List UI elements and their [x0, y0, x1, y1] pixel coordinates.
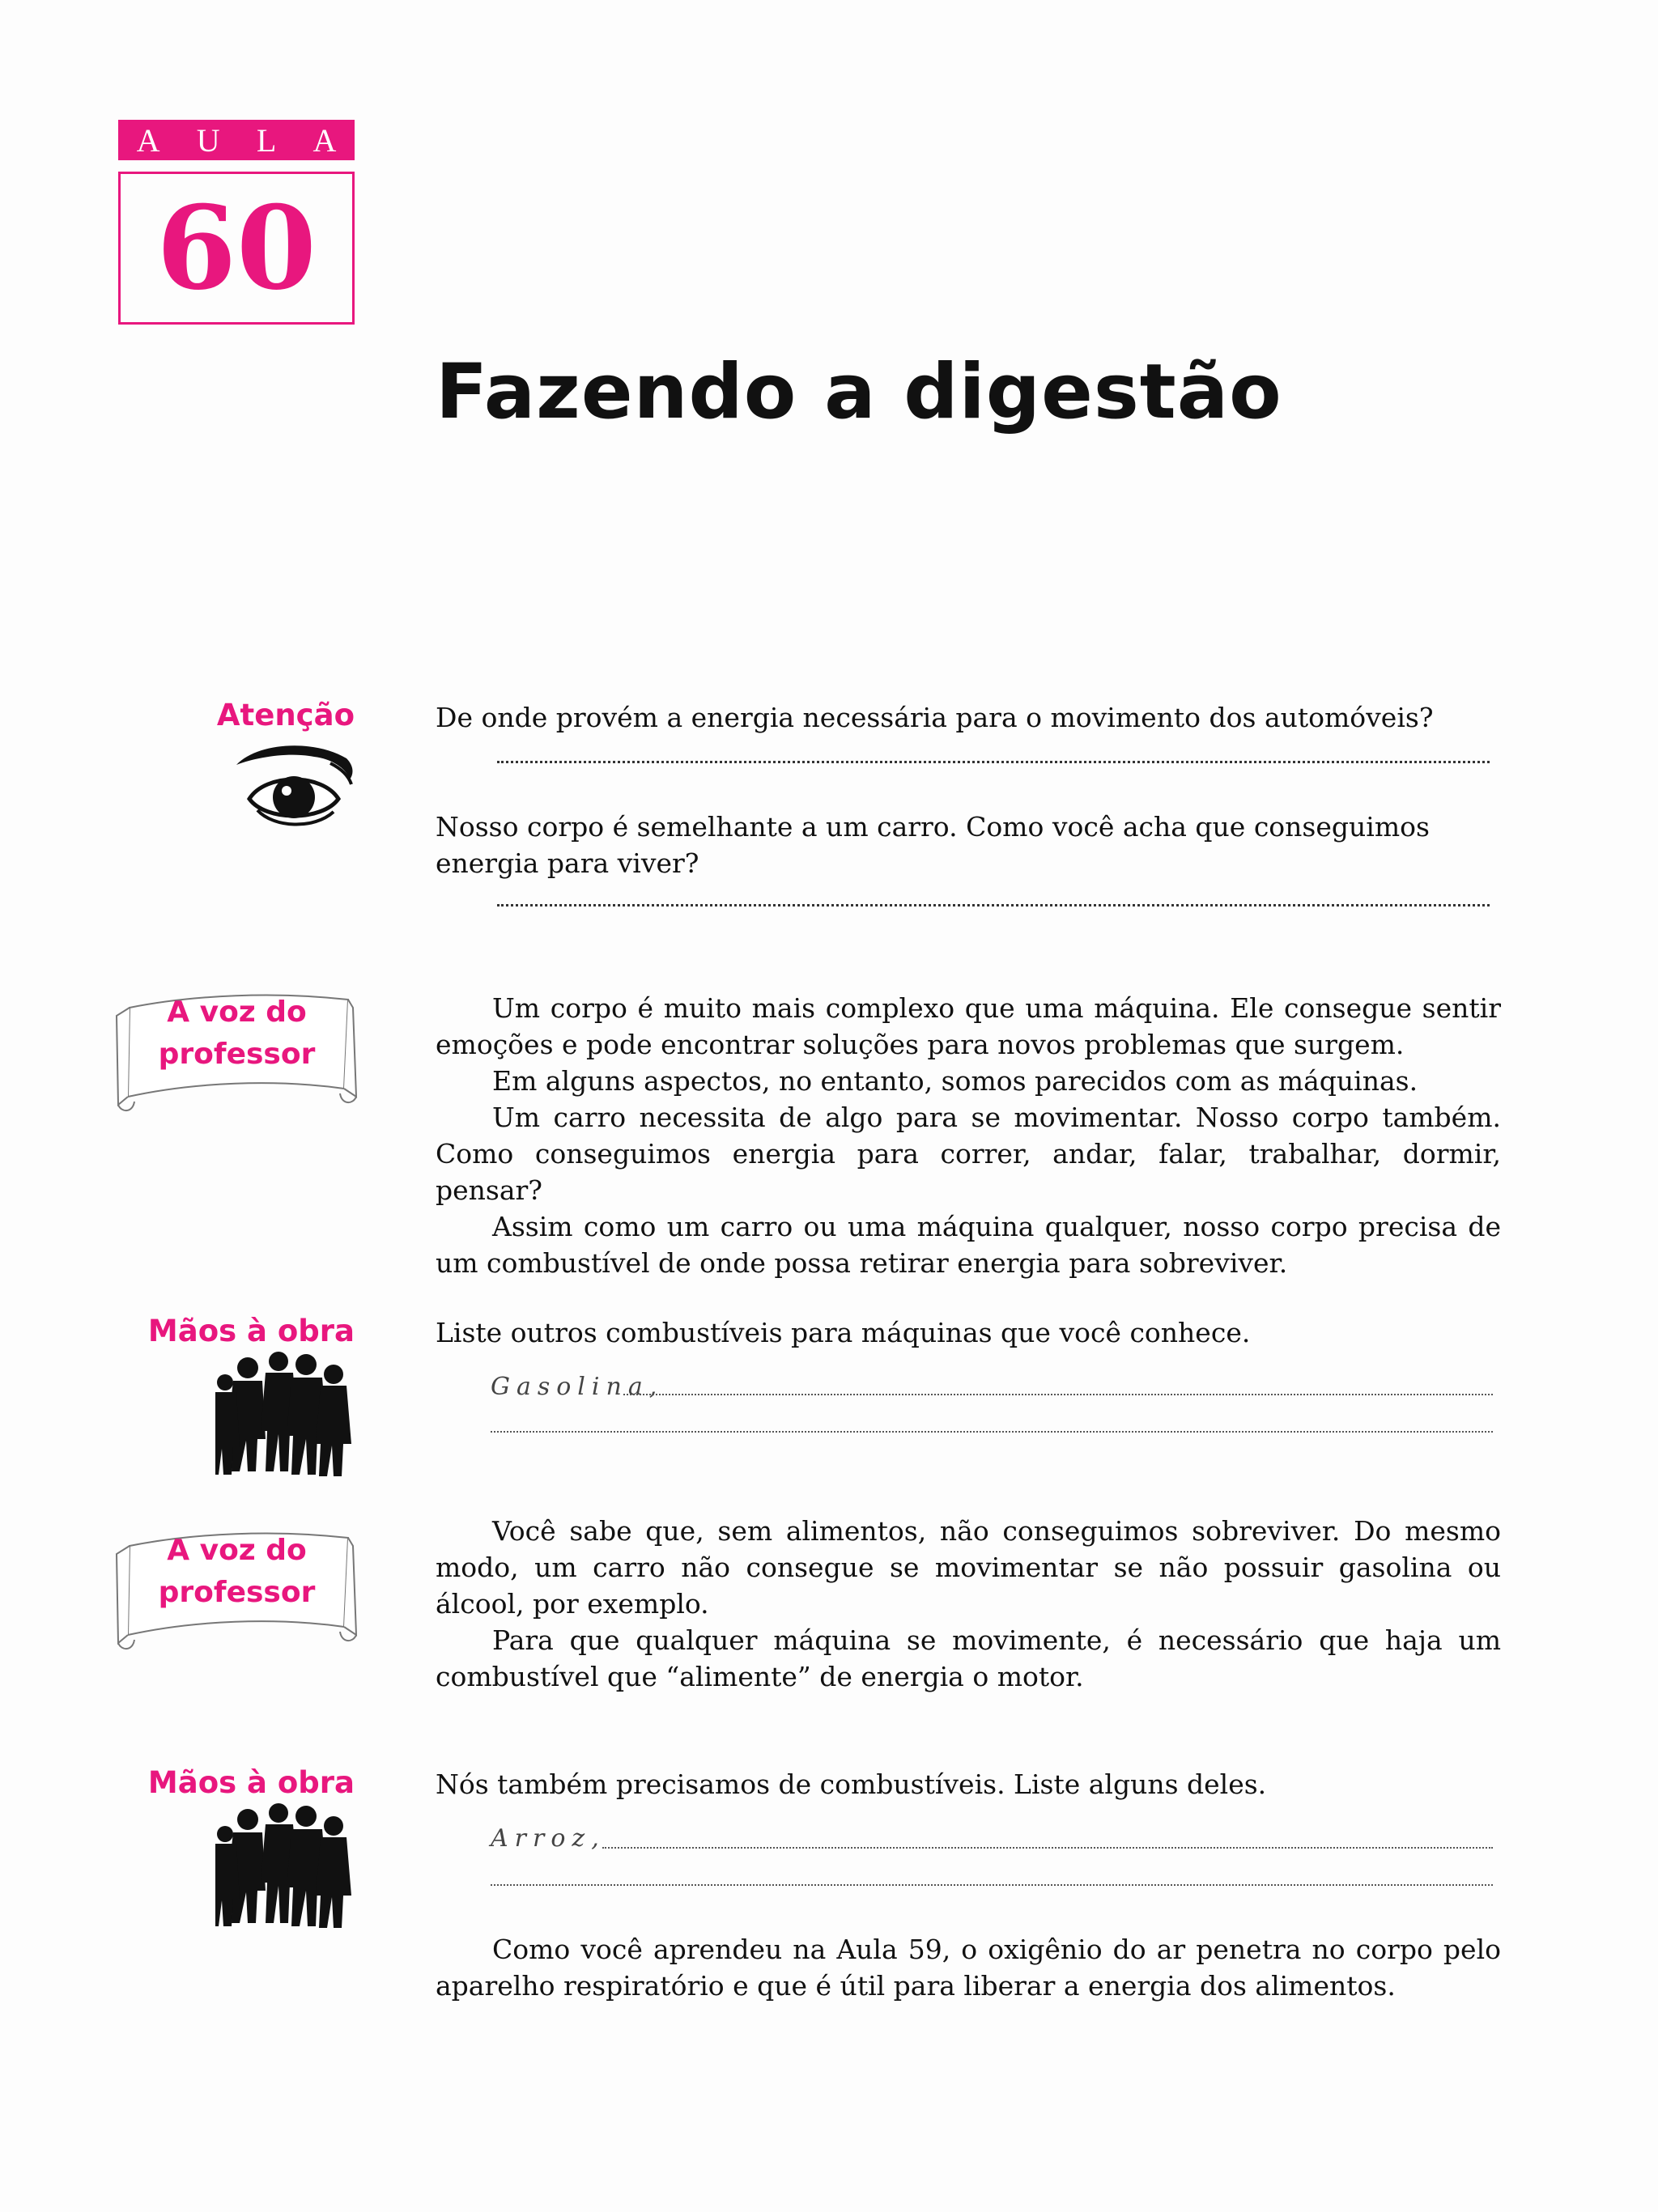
- paragraph: Assim como um carro ou uma máquina qualquer, nosso corpo precisa de um combustível de onde possa retirar energia para sobreviver.: [436, 1211, 1501, 1279]
- aula-letter: A: [136, 121, 160, 159]
- group-people-icon: [215, 1802, 353, 1931]
- answer-line[interactable]: [623, 1394, 1493, 1395]
- banner-line: professor: [158, 1576, 316, 1609]
- handwritten-answer: Gasolina,: [491, 1373, 664, 1401]
- paragraph: Em alguns aspectos, no entanto, somos parecidos com as máquinas.: [492, 1065, 1418, 1097]
- banner-line: professor: [158, 1038, 316, 1071]
- eye-icon: [233, 741, 356, 838]
- paragraph: Para que qualquer máquina se movimente, é necessário que haja um combustível que “alimente” de energia o motor.: [436, 1624, 1501, 1692]
- answer-line[interactable]: [497, 761, 1490, 763]
- paragraph: Um carro necessita de algo para se movimentar. Nosso corpo também. Como conseguimos energia para correr, andar, falar, trabalhar, dormir, pensar?: [436, 1102, 1501, 1206]
- answer-line[interactable]: [491, 1884, 1493, 1886]
- aula-label-band: [118, 120, 355, 160]
- prompt-text: Liste outros combustíveis para máquinas que você conhece.: [436, 1317, 1251, 1348]
- aula-letter: L: [256, 121, 277, 159]
- prompt-text: Nós também precisamos de combustíveis. Liste alguns deles.: [436, 1768, 1267, 1800]
- paragraph: Um corpo é muito mais complexo que uma máquina. Ele consegue sentir emoções e pode encontrar soluções para novos problemas que surgem.: [436, 992, 1501, 1060]
- atencao-label: Atenção: [216, 698, 355, 732]
- banner-line: A voz do: [167, 1534, 307, 1567]
- group-people-icon: [215, 1350, 353, 1480]
- maos-obra-label: Mãos à obra: [147, 1314, 355, 1348]
- paragraph: Como você aprendeu na Aula 59, o oxigênio do ar penetra no corpo pelo aparelho respiratório e que é útil para liberar a energia dos alimentos.: [436, 1934, 1501, 2002]
- banner-line: A voz do: [167, 996, 307, 1029]
- maos2-prompt: [436, 1766, 1501, 1802]
- paragraph: Você sabe que, sem alimentos, não conseguimos sobreviver. Do mesmo modo, um carro não consegue se movimentar se não possuir gasolina ou álcool, por exemplo.: [436, 1515, 1501, 1620]
- atencao-question-1: [436, 699, 1501, 736]
- answer-line[interactable]: [497, 904, 1490, 906]
- answer-line[interactable]: [602, 1847, 1493, 1849]
- atencao-question-2: [436, 809, 1501, 881]
- lesson-number: 60: [118, 172, 355, 325]
- voz2-text: [436, 1513, 1501, 1695]
- question-text-line: energia para viver?: [436, 847, 699, 879]
- aula-letter: U: [196, 121, 220, 159]
- professor-banner: [113, 1522, 360, 1651]
- aula-letter: A: [312, 121, 337, 159]
- page-title: Fazendo a digestão: [436, 348, 1282, 436]
- handwritten-answer: Arroz,: [491, 1824, 606, 1853]
- voz1-text: [436, 990, 1501, 1281]
- answer-line[interactable]: [491, 1431, 1493, 1433]
- closing-text: [436, 1931, 1501, 2004]
- maos-obra-label: Mãos à obra: [147, 1765, 355, 1800]
- maos1-prompt: [436, 1314, 1501, 1351]
- professor-banner: [113, 983, 360, 1113]
- question-text-line: Nosso corpo é semelhante a um carro. Como você acha que conseguimos: [436, 811, 1430, 843]
- question-text: De onde provém a energia necessária para o movimento dos automóveis?: [436, 702, 1434, 733]
